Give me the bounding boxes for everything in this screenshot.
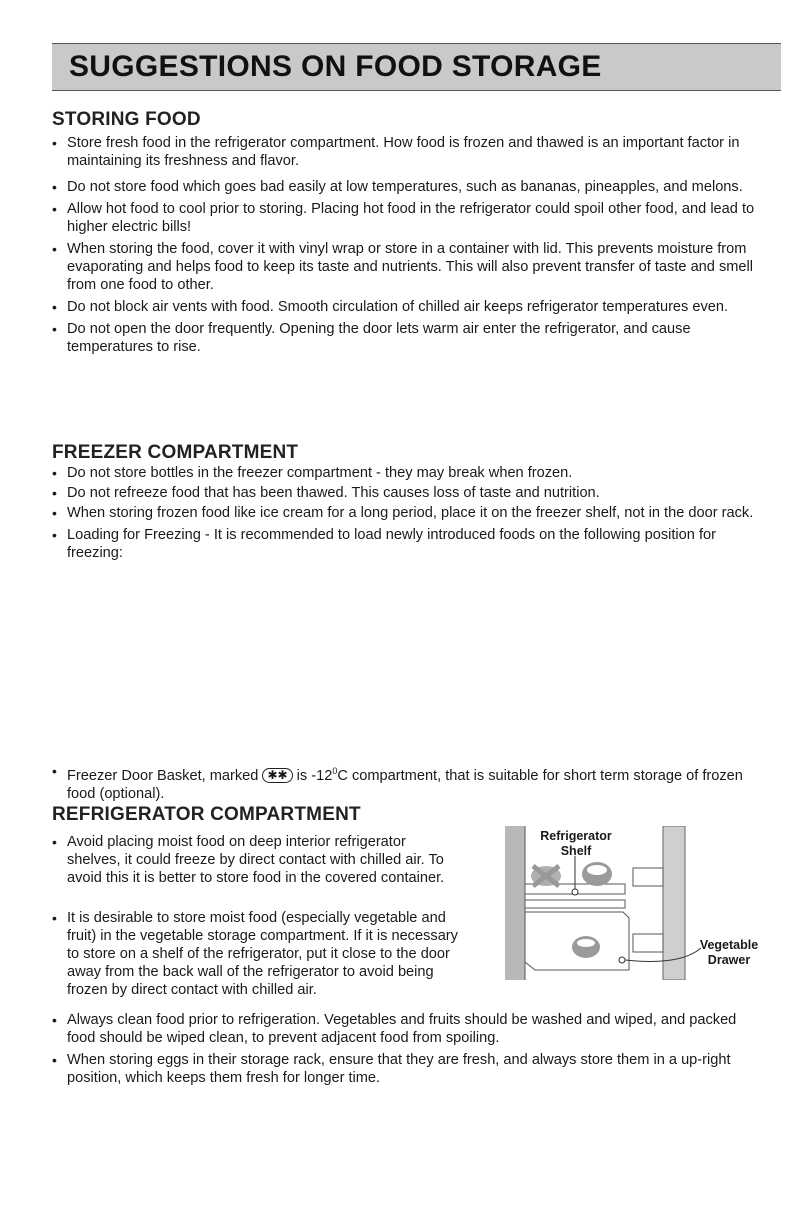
list-item: • Store fresh food in the refrigerator compartment. How food is frozen and thawed is an important factor in maintaining its freshness and flavor. (50, 134, 762, 170)
freezer-heading: FREEZER COMPARTMENT (52, 442, 299, 463)
list-item: • Do not store food which goes bad easily at low temperatures, such as bananas, pineapples, and melons. (50, 178, 762, 196)
star-rating-symbol-icon: ✱✱ (262, 768, 292, 783)
storing-food-list (50, 134, 762, 360)
refrigerator-diagram (505, 826, 771, 980)
list-item: • Do not refreeze food that has been thawed. This causes loss of taste and nutrition. (50, 484, 762, 502)
side-item-text: • It is desirable to store moist food (especially vegetable and fruit) in the vegetable storage compartment. If it is necessary to store on a shelf of the refrigerator, put it close to the door away from the back wall of the refrigerator to avoid being frozen by direct contact with chilled air. (67, 910, 458, 998)
basket-text-post: C compartment, that is suitable for short term storage of frozen food (optional). (67, 767, 743, 802)
page-title: SUGGESTIONS ON FOOD STORAGE (69, 50, 602, 83)
list-item: • Do not store bottles in the freezer compartment - they may break when frozen. (50, 464, 762, 482)
list-item: • When storing the food, cover it with vinyl wrap or store in a container with lid. This prevents moisture from evaporating and helps food to keep its taste and nutrients. This will also prevent transfer of taste and smell from one food to other. (50, 240, 762, 294)
list-item: • Avoid placing moist food on deep interior refrigerator shelves, it could freeze by direct contact with chilled air. To avoid this it is better to store food in the covered container. (50, 833, 460, 887)
shelf-label-line2: Shelf (560, 844, 592, 858)
freezer-basket-item (50, 762, 762, 803)
storing-food-heading: STORING FOOD (52, 109, 201, 130)
list-item: • Allow hot food to cool prior to storing. Placing hot food in the refrigerator could spoil other food, and lead to higher electric bills! (50, 200, 762, 236)
freezer-list (50, 464, 762, 566)
list-item: • Do not open the door frequently. Opening the door lets warm air enter the refrigerator, and cause temperatures to rise. (50, 320, 762, 356)
refrigerator-side-list (50, 833, 460, 889)
degree-mark: 0 (332, 766, 338, 776)
list-item: • Do not block air vents with food. Smooth circulation of chilled air keeps refrigerator temperatures even. (50, 298, 762, 316)
drawer-label-line1: Vegetable (699, 938, 759, 952)
shelf-label (533, 829, 619, 859)
list-item: • Always clean food prior to refrigeration. Vegetables and fruits should be washed and wiped, and packed food should be wiped clean, to prevent adjacent food from spoiling. (50, 1011, 762, 1047)
drawer-label-line2: Drawer (707, 953, 751, 967)
list-item: • When storing frozen food like ice cream for a long period, place it on the freezer shelf, not in the door rack. (50, 504, 762, 522)
basket-text-temp: is -12 (296, 767, 333, 784)
refrigerator-heading: REFRIGERATOR COMPARTMENT (52, 804, 361, 825)
refrigerator-list (50, 1011, 762, 1091)
drawer-label (693, 938, 765, 968)
shelf-label-line1: Refrigerator (540, 829, 612, 843)
freezer-basket-list (50, 762, 762, 807)
list-item: • Loading for Freezing - It is recommended to load newly introduced foods on the following position for freezing: (50, 526, 762, 562)
title-banner (52, 43, 781, 91)
basket-text-pre: Freezer Door Basket, marked (67, 767, 259, 784)
list-item: • When storing eggs in their storage rack, ensure that they are fresh, and always store them in a up-right position, which keeps them fresh for longer time. (50, 1051, 762, 1087)
